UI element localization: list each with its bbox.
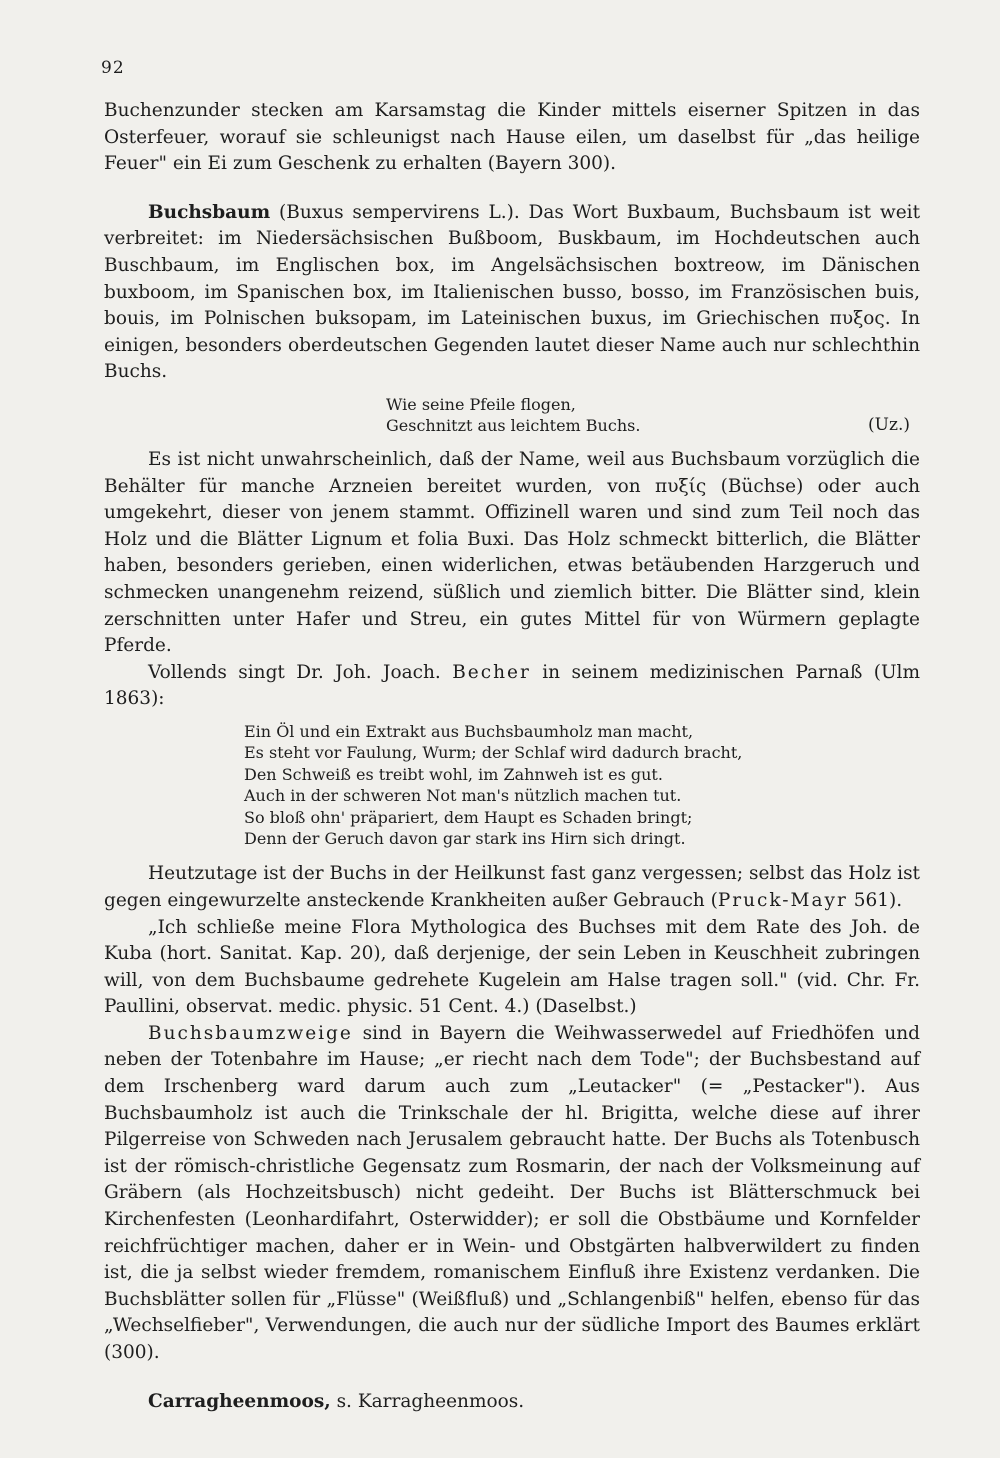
- page-body: [104, 98, 920, 1415]
- text-fragment: 561).: [847, 889, 903, 911]
- text-fragment: in seinem medizinischen Parnaß (Ulm 1863):: [104, 661, 921, 710]
- entry-text: s. Karragheenmoos.: [330, 1390, 525, 1412]
- verse-line: So bloß ohn' präpariert, dem Haupt es Schaden bringt;: [244, 807, 693, 827]
- verse-line: Ein Öl und ein Extrakt aus Buchsbaumholz man macht,: [244, 721, 694, 741]
- page-number: 92: [101, 58, 125, 78]
- verse-line: Auch in der schweren Not man's nützlich machen tut.: [244, 786, 682, 806]
- entry-text: sind in Bayern die Weihwasserwedel auf Friedhöfen und neben der Totenbahre im Hause; „er riecht nach dem Tode"; der Buchsbestand auf dem Irschenberg ward darum auch zum „Leutacker" (= „Pestacker"). Aus Buchsbaumholz ist auch die Trinkschale der hl. Brigitta, welche diese auf ihrer Pilgerreise von Schweden nach Jerusalem gebraucht hatte. Der Buchs als Totenbusch ist der römisch-christliche Gegensatz zum Rosmarin, der nach der Volksmeinung auf Gräbern (als Hochzeitsbusch) nicht gedeiht. Der Buchs ist Blätterschmuck bei Kirchenfesten (Leonhardifahrt, Osterwidder); er soll die Obstbäume und Kornfelder reichfrüchtiger machen, daher er in Wein- und Obstgärten halbverwildert zu finden ist, die ja selbst wieder fremdem, romanischem Einfluß ihre Existenz verdanken. Die Buchsblätter sollen für „Flüsse" (Weißfluß) und „Schlangenbiß" helfen, ebenso für das „Wechselfieber", Verwendungen, die auch nur der südliche Import des Baumes erklärt (300).: [104, 1022, 920, 1363]
- entry-headword: Buchsbaum: [148, 201, 271, 223]
- entry-text: (Buxus sempervirens L.). Das Wort Buxbaum, Buchsbaum ist weit verbreitet: im Niedersächsischen Bußboom, Buskbaum, im Hochdeutschen auch Buschbaum, im Englischen box, im Angelsächsischen boxtreow, im Dänischen buxboom, im Spanischen box, im Italienischen busso, bosso, im Französischen buis, bouis, im Polnischen buksopam, im Lateinischen buxus, im Griechischen πυξος. In einigen, besonders oberdeutschen Gegenden lautet dieser Name auch nur schlechthin Buchs.: [104, 201, 920, 383]
- paragraph-becher: [104, 660, 920, 713]
- paragraph-buchenzunder: Buchenzunder stecken am Karsamstag die Kinder mittels eiserner Spitzen in das Osterfeuer, worauf sie schleunigst nach Hause eilen, um daselbst für „das heilige Feuer" ein Ei zum Geschenk zu erhalten (Bayern 300).: [104, 100, 920, 175]
- verse-line: Den Schweiß es treibt wohl, im Zahnweh ist es gut.: [244, 764, 663, 784]
- paragraph-name-origin: Es ist nicht unwahrscheinlich, daß der Name, weil aus Buchsbaum vorzüglich die Behälter für manche Arzneien bereitet wurden, von πυξίς (Büchse) oder auch umgekehrt, dieser von jenem stammt. Offizinell waren und sind zum Teil noch das Holz und die Blätter Lignum et folia Buxi. Das Holz schmeckt bitterlich, die Blätter haben, besonders gerieben, einen widerlichen, etwas betäubenden Harzgeruch und schmecken unangenehm reizend, süßlich und ziemlich bitter. Die Blätter sind, klein zerschnitten unter Hafer und Streu, ein gutes Mittel für von Würmern geplagte Pferde.: [104, 448, 920, 657]
- paragraph-heutzutage: [104, 861, 920, 914]
- author-name: Becher: [452, 661, 531, 683]
- verse-line: Geschnitzt aus leichtem Buchs.: [386, 416, 641, 436]
- entry-keyword: Buchsbaumzweige: [148, 1022, 353, 1044]
- text-fragment: Vollends singt Dr. Joh. Joach.: [148, 661, 453, 683]
- paragraph-buchsbaumzweige: [104, 1021, 920, 1367]
- entry-headword: Carragheenmoos,: [148, 1390, 331, 1412]
- verse-quote-becher: [104, 721, 920, 849]
- verse-line: Wie seine Pfeile flogen,: [386, 394, 576, 414]
- verse-line: Es steht vor Faulung, Wurm; der Schlaf wird dadurch bracht,: [244, 743, 743, 763]
- entry-carragheenmoos: [104, 1389, 920, 1416]
- author-name: Pruck-Mayr: [717, 889, 848, 911]
- paragraph-flora-mythologica: „Ich schließe meine Flora Mythologica des Buchses mit dem Rate des Joh. de Kuba (hort. Sanitat. Kap. 20), daß derjenige, der sein Leben in Keuschheit zubringen will, von dem Buchsbaume gedrehete Kugelein am Halse tragen soll." (vid. Chr. Fr. Paullini, observat. medic. physic. 51 Cent. 4.) (Daselbst.): [104, 916, 920, 1018]
- verse-quote-uz: [104, 394, 920, 437]
- text-fragment: Heutzutage ist der Buchs in der Heilkunst fast ganz vergessen; selbst das Holz ist gegen eingewurzelte ansteckende Krankheiten außer Gebrauch (: [104, 863, 920, 911]
- entry-buchsbaum: [104, 200, 920, 386]
- verse-line: Denn der Geruch davon gar stark ins Hirn sich dringt.: [244, 828, 686, 848]
- verse-source: (Uz.): [868, 414, 910, 435]
